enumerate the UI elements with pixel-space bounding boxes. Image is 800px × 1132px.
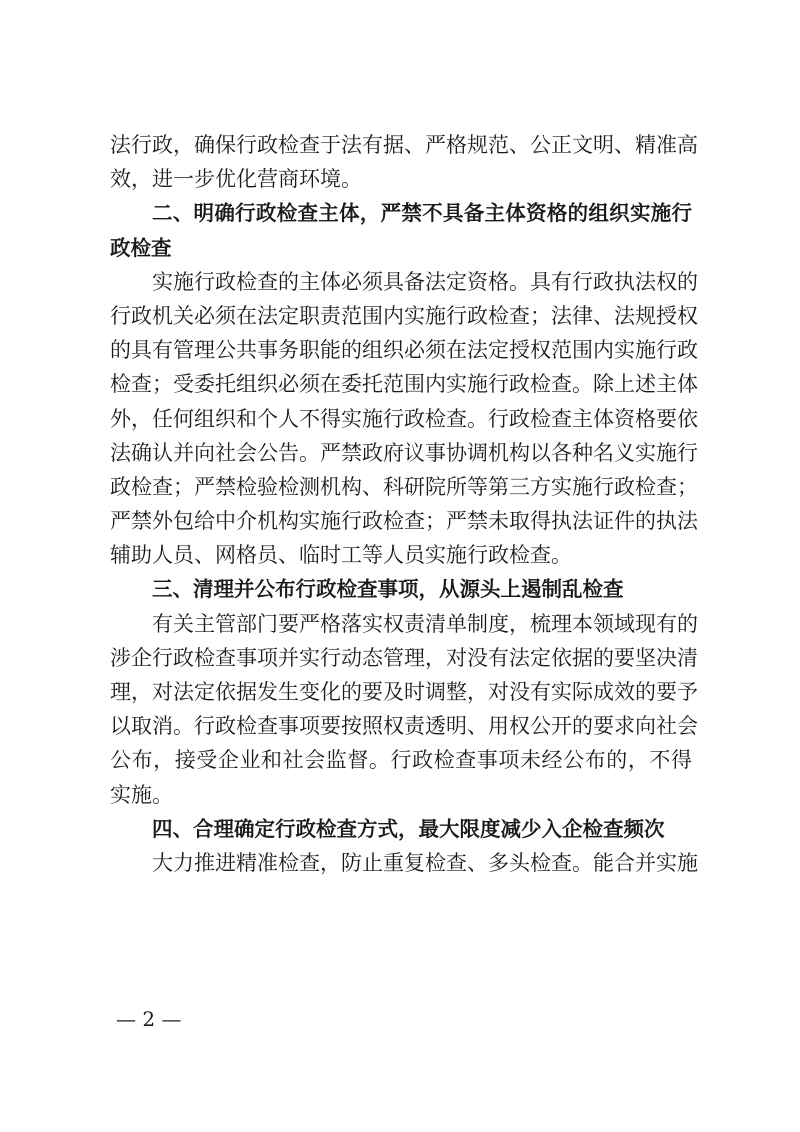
section-heading: 二、明确行政检查主体，严禁不具备主体资格的组织实施行 <box>152 201 692 226</box>
body-line: 以取消。行政检查事项要按照权责透明、用权公开的要求向社会 <box>110 714 698 739</box>
body-line: 严禁外包给中介机构实施行政检查；严禁未取得执法证件的执法 <box>110 509 698 534</box>
body-line: 效，进一步优化营商环境。 <box>110 167 362 192</box>
section-heading: 政检查 <box>110 235 172 260</box>
body-line: 法行政，确保行政检查于法有据、严格规范、公正文明、精准高 <box>110 133 698 157</box>
body-line: 实施行政检查的主体必须具备法定资格。具有行政执法权的 <box>152 269 698 294</box>
body-line: 检查；受委托组织必须在委托范围内实施行政检查。除上述主体 <box>110 372 698 397</box>
section-heading: 三、清理并公布行政检查事项，从源头上遏制乱检查 <box>152 577 624 602</box>
body-line: 的具有管理公共事务职能的组织必须在法定授权范围内实施行政 <box>110 338 698 363</box>
body-line: 外，任何组织和个人不得实施行政检查。行政检查主体资格要依 <box>110 406 698 431</box>
section-heading: 四、合理确定行政检查方式，最大限度减少入企检查频次 <box>152 816 665 841</box>
body-line: 法确认并向社会公告。严禁政府议事协调机构以各种名义实施行 <box>110 440 698 465</box>
body-line: 辅助人员、网格员、临时工等人员实施行政检查。 <box>110 543 572 568</box>
body-line: 实施。 <box>110 782 173 807</box>
body-line: 有关主管部门要严格落实权责清单制度，梳理本领域现有的 <box>152 611 698 636</box>
body-line: 理，对法定依据发生变化的要及时调整，对没有实际成效的要予 <box>110 680 698 704</box>
body-line: 涉企行政检查事项并实行动态管理，对没有法定依据的要坚决清 <box>110 645 698 670</box>
body-line: 政检查；严禁检验检测机构、科研院所等第三方实施行政检查； <box>110 474 698 499</box>
body-line: 大力推进精准检查，防止重复检查、多头检查。能合并实施 <box>152 850 698 875</box>
body-line: 公布，接受企业和社会监督。行政检查事项未经公布的，不得 <box>110 748 692 773</box>
body-line: 行政机关必须在法定职责范围内实施行政检查；法律、法规授权 <box>110 303 698 328</box>
page-number: — 2 — <box>116 1007 182 1031</box>
document-body <box>110 128 698 880</box>
